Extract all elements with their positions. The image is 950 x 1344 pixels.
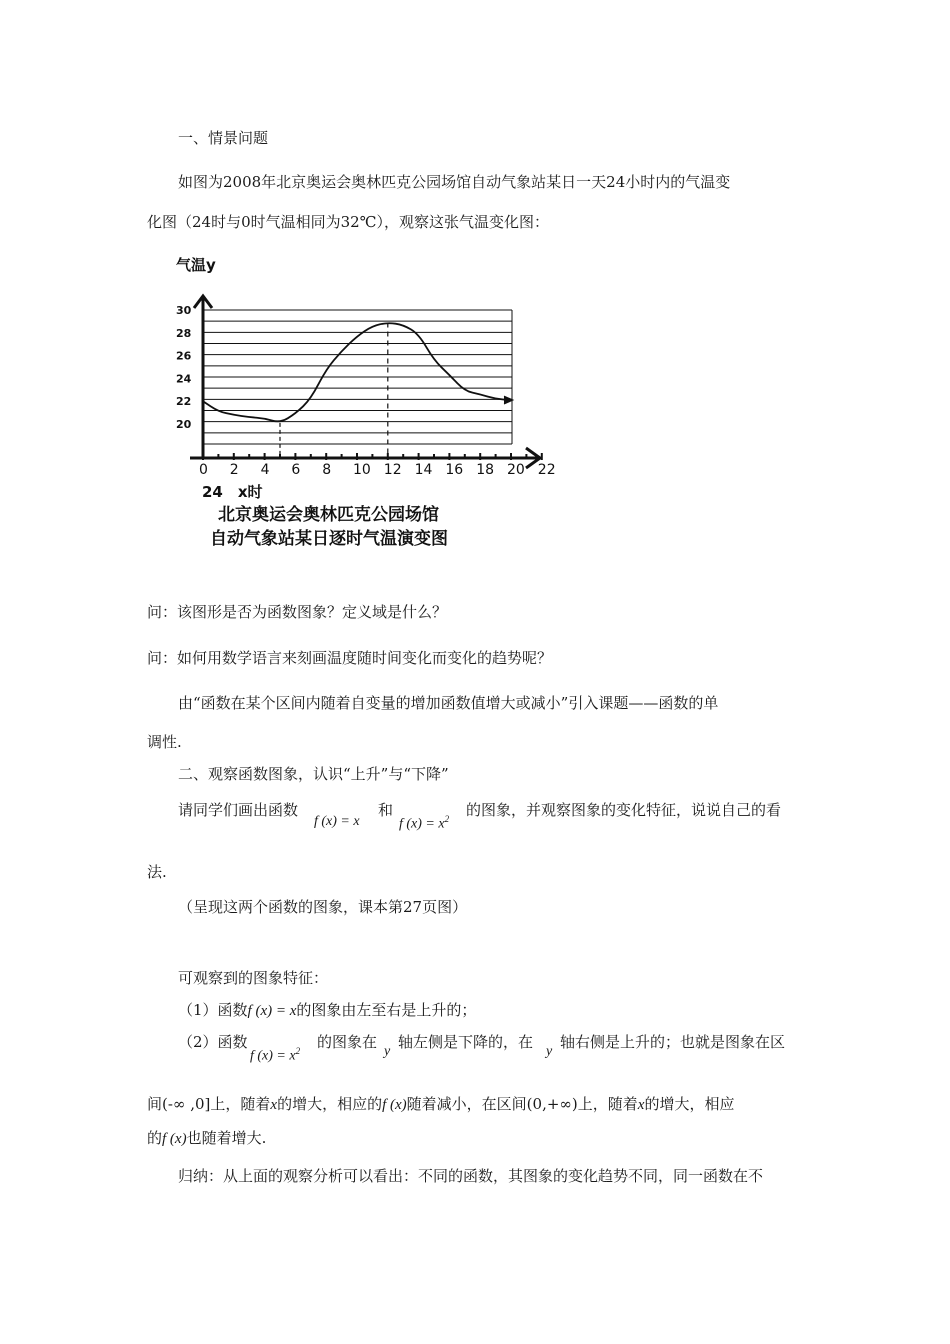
point-1-suffix: 的图象由左至右是上升的； <box>296 1001 477 1019</box>
question-1: 问：该图形是否为函数图象？定义域是什么？ <box>147 603 448 621</box>
x-tick-label: 16 <box>445 462 464 478</box>
x-tick-label: 14 <box>414 462 433 478</box>
x-tick-label: 8 <box>322 462 332 478</box>
observe-heading: 可观察到的图象特征： <box>178 969 329 987</box>
interval-negative: (-∞ ,0] <box>162 1095 211 1113</box>
chart-title-line-2: 自动气象站某日逐时气温演变图 <box>210 529 448 549</box>
ask-and: 和 <box>378 801 394 819</box>
x-tick-label: 10 <box>353 462 371 478</box>
temperature-series-line <box>203 323 511 421</box>
formula-f-x-equals-x: f (x) = x <box>314 814 360 829</box>
x-tick-label: 18 <box>476 462 495 478</box>
question-2: 问：如何用数学语言来刻画温度随时间变化而变化的趋势呢？ <box>147 649 553 667</box>
intro-text-line-1: 如图为2008年北京奥运会奥林匹克公园场馆自动气象站某日一天24小时内的气温变 <box>178 173 731 191</box>
point-2-suffix: 轴右侧是上升的；也就是图象在区 <box>560 1033 786 1051</box>
x-tick-label: 22 <box>537 462 556 478</box>
text-span: 间 <box>147 1095 163 1113</box>
point-1-prefix: （1）函数 <box>178 1001 248 1019</box>
point-2-prefix: （2）函数 <box>178 1033 248 1051</box>
variable-x: x <box>270 1097 278 1113</box>
x-tick-label: 4 <box>260 462 270 478</box>
transition-line-2: 调性. <box>147 733 182 751</box>
present-note: （呈现这两个函数的图象，课本第27页图） <box>178 898 468 916</box>
text-span: 随着减小，在区间 <box>406 1095 527 1113</box>
text-span: 上，随着 <box>577 1095 638 1113</box>
chart-title-line-1: 北京奥运会奥林匹克公园场馆 <box>218 505 439 525</box>
formula-f-x-equals-x-squared: f $(x) = x^2$ <box>399 814 450 832</box>
point-2-mid-2: 轴左侧是下降的，在 <box>398 1033 534 1051</box>
x-tick-label: 2 <box>229 462 239 478</box>
chart-xlabel: 24 x时 <box>202 483 263 501</box>
point-1-formula: f (x) = x <box>247 1003 297 1019</box>
point-2-y-axis-1: y <box>384 1044 391 1059</box>
text-span: 也随着增大. <box>186 1129 267 1147</box>
ask-suffix: 的图象，并观察图象的变化特征，说说自己的看 <box>466 801 782 819</box>
interval-positive: (0,+∞) <box>526 1095 578 1113</box>
text-span: 的增大，相应的 <box>277 1095 383 1113</box>
y-tick-label: 24 <box>176 372 192 386</box>
x-tick-label: 6 <box>291 462 301 478</box>
section-heading-2: 二、观察函数图象，认识“上升”与“下降” <box>178 765 449 783</box>
x-tick-label: 0 <box>199 462 208 478</box>
y-tick-label: 30 <box>176 304 192 317</box>
ask-prefix: 请同学们画出函数 <box>178 801 299 819</box>
point-2-end <box>147 1128 266 1149</box>
function-f-x: f (x) <box>382 1097 407 1113</box>
intro-text-line-2: 化图（24时与0时气温相同为32℃），观察这张气温变化图： <box>147 213 549 231</box>
point-2-mid-1: 的图象在 <box>317 1033 378 1051</box>
y-tick-label: 20 <box>176 418 192 431</box>
text-span: 的 <box>147 1129 163 1147</box>
text-span: 的增大，相应 <box>644 1095 735 1113</box>
point-1 <box>178 1000 476 1021</box>
point-2-continuation <box>147 1094 734 1115</box>
text-span: 上，随着 <box>210 1095 271 1113</box>
function-f-x: f (x) <box>162 1131 187 1147</box>
transition-line-1: 由“函数在某个区间内随着自变量的增加函数值增大或减小”引入课题——函数的单 <box>178 694 719 712</box>
point-2-y-axis-2: y <box>546 1044 553 1059</box>
x-tick-label: 20 <box>507 462 525 478</box>
y-tick-label: 28 <box>176 326 192 340</box>
summary-text: 归纳：从上面的观察分析可以看出：不同的函数，其图象的变化趋势不同，同一函数在不 <box>178 1167 764 1185</box>
point-2-formula: f $(x) = x^2$ <box>250 1046 301 1064</box>
chart-ylabel: 气温y <box>176 256 216 274</box>
y-tick-label: 22 <box>176 395 192 409</box>
temperature-chart <box>170 248 570 553</box>
y-tick-label: 26 <box>176 349 192 363</box>
variable-x: x <box>637 1097 645 1113</box>
section-heading-1: 一、情景问题 <box>178 129 269 147</box>
ask-line-2: 法. <box>147 863 167 881</box>
x-tick-label: 12 <box>383 462 402 478</box>
